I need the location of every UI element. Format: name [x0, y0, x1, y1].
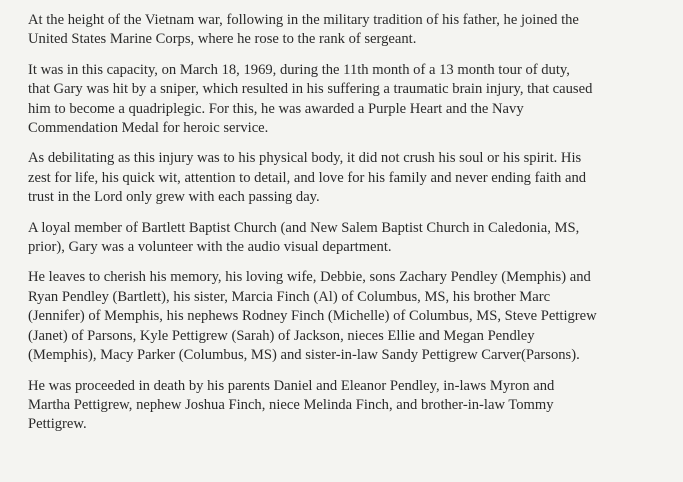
text-line: A loyal member of Bartlett Baptist Church (and New Salem Baptist Church in Caledonia, MS, [28, 219, 580, 236]
text-line: United States Marine Corps, where he rose to the rank of sergeant. [28, 31, 417, 48]
text-line: trust in the Lord only grew with each passing day. [28, 189, 320, 206]
text-line: (Memphis), Macy Parker (Columbus, MS) and sister-in-law Sandy Pettigrew Carver(Parsons). [28, 347, 580, 364]
text-line: It was in this capacity, on March 18, 1969, during the 11th month of a 13 month tour of duty, [28, 61, 570, 78]
paragraph-military-service [28, 11, 663, 50]
text-line: Pettigrew. [28, 416, 87, 433]
paragraph-survivors [28, 268, 663, 365]
paragraph-church [28, 219, 663, 258]
text-line: He leaves to cherish his memory, his loving wife, Debbie, sons Zachary Pendley (Memphis) and [28, 269, 591, 286]
paragraph-injury [28, 61, 663, 139]
text-line: He was proceeded in death by his parents Daniel and Eleanor Pendley, in-laws Myron and [28, 377, 555, 394]
text-line: Ryan Pendley (Bartlett), his sister, Marcia Finch (Al) of Columbus, MS, his brother Marc [28, 288, 551, 305]
text-line: (Jennifer) of Memphis, his nephews Rodney Finch (Michelle) of Columbus, MS, Steve Pettigrew [28, 308, 597, 325]
text-line: that Gary was hit by a sniper, which resulted in his suffering a traumatic brain injury, that caused [28, 81, 593, 98]
paragraph-spirit [28, 149, 663, 207]
text-line: zest for life, his quick wit, attention to detail, and love for his family and never ending faith and [28, 169, 587, 186]
paragraph-preceded-in-death [28, 377, 663, 435]
text-line: As debilitating as this injury was to his physical body, it did not crush his soul or his spirit. His [28, 150, 582, 167]
text-line: At the height of the Vietnam war, following in the military tradition of his father, he joined the [28, 12, 579, 28]
text-line: prior), Gary was a volunteer with the audio visual department. [28, 239, 392, 256]
text-line: Commendation Medal for heroic service. [28, 120, 269, 137]
text-line: him to become a quadriplegic. For this, he was awarded a Purple Heart and the Navy [28, 100, 524, 117]
text-line: Martha Pettigrew, nephew Joshua Finch, niece Melinda Finch, and brother-in-law Tommy [28, 396, 554, 413]
text-line: (Janet) of Parsons, Kyle Pettigrew (Sarah) of Jackson, nieces Ellie and Megan Pendley [28, 327, 535, 344]
